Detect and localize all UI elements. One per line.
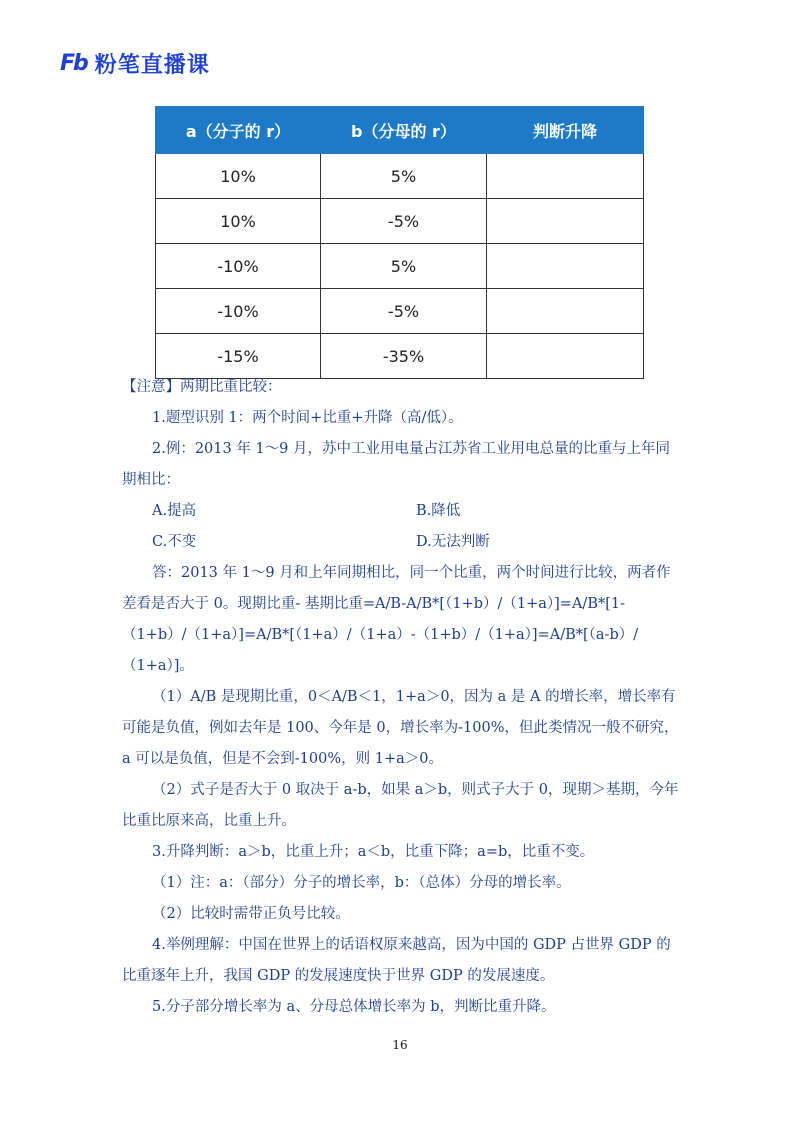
paragraph-rule-note-2: （2）比较时需带正负号比较。 (152, 906, 350, 922)
paragraph-example-understanding: 4.举例理解：中国在世界上的话语权原来越高，因为中国的 GDP 占世界 GDP 的比重逐年上升，我国 GDP 的发展速度快于世界 GDP 的发展速度。 (122, 937, 671, 984)
table-row (156, 289, 644, 334)
brand-name: 粉笔直播课 (94, 53, 210, 78)
table-cell: 10% (156, 154, 321, 199)
paragraph-type-identification: 1.题型识别 1：两个时间+比重+升降（高/低）。 (152, 410, 463, 426)
option-b: B.降低 (416, 503, 461, 519)
paragraph-sub-1: （1）A/B 是现期比重，0＜A/B＜1，1+a＞0，因为 a 是 A 的增长率，增长率有可能是负值，例如去年是 100、今年是 0，增长率为-100%，但此类情况一般不研究，a 可以是负值，但是不会到-100%，则 1+a＞0。 (122, 689, 679, 767)
fb-logo-icon: Fb (60, 51, 87, 76)
table-row (156, 154, 644, 199)
options-row-1 (122, 496, 680, 527)
table-cell: 5% (321, 154, 487, 199)
table-cell: 10% (156, 199, 321, 244)
paragraph-conclusion: 5.分子部分增长率为 a、分母总体增长率为 b，判断比重升降。 (152, 999, 556, 1015)
option-a: A.提高 (152, 503, 197, 519)
page-number: 16 (392, 1038, 408, 1052)
paragraph-example-question: 2.例：2013 年 1～9 月，苏中工业用电量占江苏省工业用电总量的比重与上年同期相比： (122, 441, 671, 488)
column-header-b: b（分母的 r） (321, 107, 487, 154)
table-cell: -10% (156, 244, 321, 289)
column-header-judgement: 判断升降 (487, 107, 644, 154)
paragraph-sub-2: （2）式子是否大于 0 取决于 a-b，如果 a＞b，则式子大于 0，现期＞基期，今年比重比原来高，比重上升。 (122, 782, 679, 829)
option-d: D.无法判断 (416, 534, 490, 550)
table-cell (487, 199, 644, 244)
table-row (156, 244, 644, 289)
table-cell: -5% (321, 199, 487, 244)
table-cell: -15% (156, 334, 321, 379)
table-header-row (156, 107, 644, 154)
brand-logo (60, 48, 210, 79)
table-cell: -10% (156, 289, 321, 334)
note-heading: 【注意】两期比重比较： (122, 379, 282, 395)
option-c: C.不变 (152, 534, 197, 550)
table-cell: -35% (321, 334, 487, 379)
table-cell (487, 154, 644, 199)
options-row-2 (122, 527, 680, 558)
table-cell (487, 244, 644, 289)
paragraph-answer: 答：2013 年 1～9 月和上年同期相比，同一个比重，两个时间进行比较，两者作差看是否大于 0。现期比重- 基期比重=A/B-A/B*[（1+b）/（1+a）]=A/B*[1-（1+b）/（1+a）]=A/B*[（1+a）/（1+a）-（1+b）/（1+a）]=A/B*[（a-b）/（1+a）]。 (122, 565, 671, 674)
paragraph-rule: 3.升降判断：a＞b，比重上升；a＜b，比重下降；a=b，比重不变。 (152, 844, 595, 860)
table-cell: 5% (321, 244, 487, 289)
table-row (156, 199, 644, 244)
table-cell (487, 289, 644, 334)
table-cell: -5% (321, 289, 487, 334)
growth-rate-table (155, 106, 644, 379)
paragraph-rule-note-1: （1）注：a：（部分）分子的增长率，b：（总体）分母的增长率。 (152, 875, 571, 891)
column-header-a: a（分子的 r） (156, 107, 321, 154)
lesson-content (122, 372, 680, 1023)
